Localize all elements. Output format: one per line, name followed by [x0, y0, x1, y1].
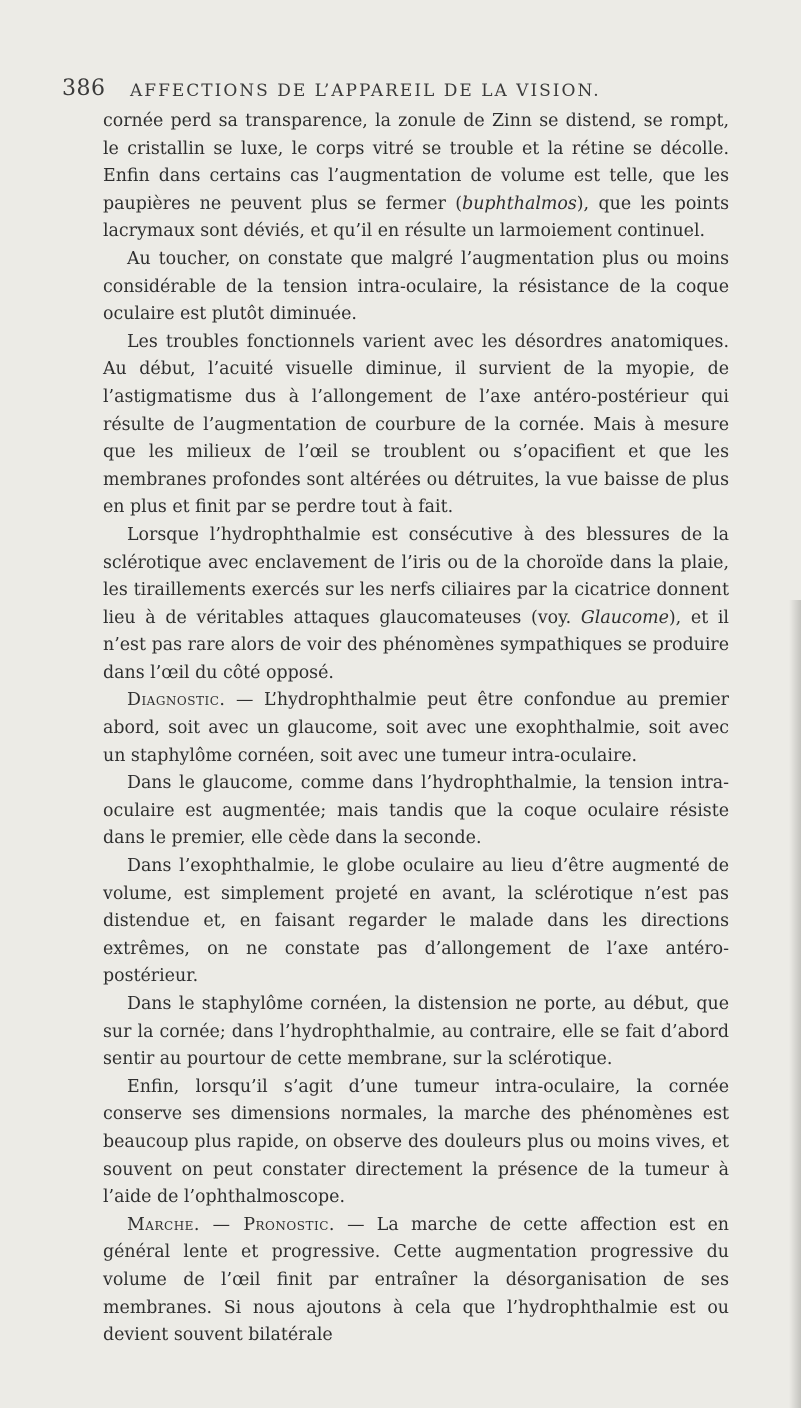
paragraph-8: Dans le staphylôme cornéen, la distension ne porte, au début, que sur la cornée; dans l’hydrophthalmie, au contraire, elle se fait d’abord sentir au pourtour de cette membrane, sur la sclérotique.: [103, 994, 729, 1070]
paragraph-6: Dans le glaucome, comme dans l’hydrophthalmie, la tension intra-oculaire est augmentée; mais tandis que la coque oculaire résiste dans le premier, elle cède dans la seconde.: [103, 773, 729, 849]
paragraph-3: Les troubles fonctionnels varient avec les désordres anatomiques. Au début, l’acuité visuelle diminue, il survient de la myopie, de l’astigmatisme dus à l’allongement de l’axe antéro-postérieur qui résulte de l’augmentation de courbure de la cornée. Mais à mesure que les milieux de l’œil se troublent ou s’opacifient et que les membranes profondes sont altérées ou détruites, la vue baisse de plus en plus et finit par se perdre tout à fait.: [103, 331, 729, 518]
paragraph-4: [103, 522, 729, 688]
section-label-diagnostic: Diagnostic.: [127, 690, 226, 711]
paragraph-marche-pronostic-text: — La marche de cette affection est en général lente et progressive. Cette augmentation progressive du volume de l’œil finit par entraîner la désorganisation de ses membranes. Si nous ajoutons à cela que l’hydrophthalmie est ou devient souvent bilatérale: [103, 1214, 729, 1346]
paragraph-4-text: Lorsque l’hydrophthalmie est consécutive à des blessures de la sclérotique avec enclavement de l’iris ou de la choroïde dans la plaie, les tiraillements exercés sur les nerfs ciliaires par la cicatrice donnent lieu à de véritables attaques glaucomateuses (voy.: [103, 524, 729, 628]
paragraph-9: Enfin, lorsqu’il s’agit d’une tumeur intra-oculaire, la cornée conserve ses dimensions normales, la marche des phénomènes est beaucoup plus rapide, on observe des douleurs plus ou moins vives, et souvent on peut constater directement la présence de la tumeur à l’aide de l’ophthalmoscope.: [103, 1076, 729, 1208]
paragraph-diagnostic-text: — L’hydrophthalmie peut être confondue au premier abord, soit avec un glaucome, soit avec une exophthalmie, soit avec un staphylôme cornéen, soit avec une tumeur intra-oculaire.: [103, 690, 729, 766]
paragraph-1-text: cornée perd sa transparence, la zonule de Zinn se distend, se rompt, le cristallin se luxe, le corps vitré se trouble et la rétine se décolle. Enfin dans certains cas l’augmentation de volume est telle, que les paupières ne peuvent plus se fermer (: [103, 111, 729, 214]
paragraph-marche-pronostic: [103, 1212, 729, 1350]
page-number: 386: [62, 76, 106, 101]
paragraph-1-end: ), que les points lacrymaux sont déviés, et qu’il en résulte un larmoiement continuel.: [103, 193, 730, 242]
paragraph-2: Au toucher, on constate que malgré l’augmentation plus ou moins considérable de la tension intra-oculaire, la résistance de la coque oculaire est plutôt diminuée.: [103, 248, 729, 325]
body-text: [103, 108, 729, 1350]
paragraph-4-italic: Glaucome: [580, 607, 669, 628]
paragraph-1: [103, 108, 729, 246]
paragraph-4-end: ), et il n’est pas rare alors de voir des phénomènes sympathiques se produire dans l’œil du côté opposé.: [103, 607, 729, 683]
paragraph-7: Dans l’exophthalmie, le globe oculaire au lieu d’être augmenté de volume, est simplement projeté en avant, la sclérotique n’est pas distendue et, en faisant regarder le malade dans les directions extrêmes, on ne constate pas d’allongement de l’axe antéro-postérieur.: [103, 856, 729, 987]
section-label-marche-pronostic: Marche. — Pronostic.: [127, 1214, 335, 1235]
page-edge-shadow: [789, 600, 801, 1408]
paragraph-diagnostic: [103, 687, 729, 770]
running-title: AFFECTIONS DE L’APPAREIL DE LA VISION.: [130, 81, 601, 101]
paragraph-1-italic: buphthalmos: [462, 193, 577, 214]
page-header: [62, 76, 742, 108]
